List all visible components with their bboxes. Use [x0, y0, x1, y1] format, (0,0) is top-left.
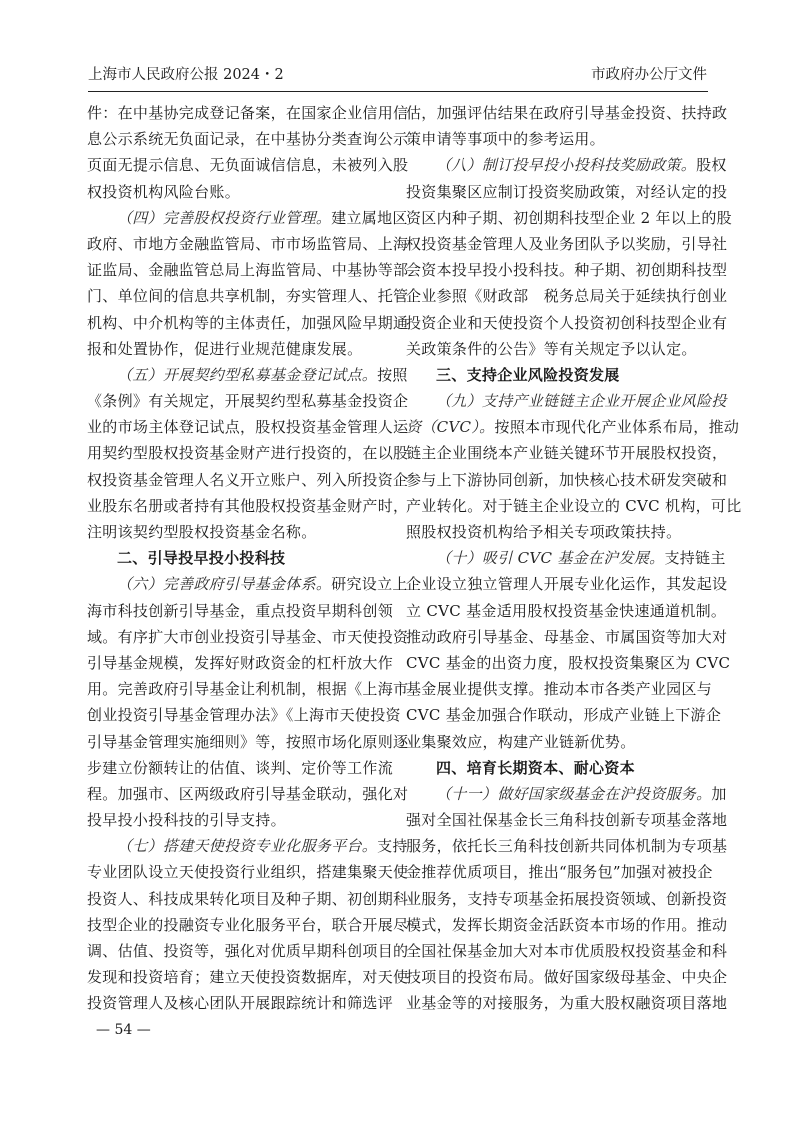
- line-text: 强对全国社保基金长三角科技创新专项基金落地: [406, 811, 728, 830]
- text-line: [87, 755, 394, 781]
- right-column: [406, 100, 742, 1017]
- clause-title: （八）制订投早投小投科技奖励政策。: [436, 156, 697, 175]
- text-line: [87, 100, 409, 126]
- line-text: 业服务，支持专项基金拓展投资领域、创新投资: [406, 889, 728, 908]
- line-text: 投资集聚区应制订投资奖励政策，对经认定的投: [406, 182, 728, 201]
- text-line: [87, 833, 408, 859]
- text-line: [406, 414, 740, 440]
- line-text: 企业参照《财政部 税务总局关于延续执行创业: [406, 287, 728, 306]
- text-line: [87, 571, 408, 597]
- line-text: 技项目的投资布局。做好国家级母基金、中央企: [406, 968, 728, 987]
- page-number: — 54 —: [96, 1022, 151, 1038]
- text-line: [406, 179, 728, 205]
- line-text: 资区内种子期、初创期科技型企业 2 年以上的股: [406, 208, 732, 227]
- line-text: 照股权投资机构给予相关专项政策扶持。: [406, 523, 682, 541]
- line-text: 金推荐优质项目，推出“服务包”加强对被投企: [406, 863, 713, 882]
- line-text: 业集聚效应，构建产业链新优势。: [406, 732, 636, 751]
- text-line: [87, 336, 389, 362]
- text-line: [87, 283, 409, 309]
- line-text: 研究设立上: [331, 575, 408, 594]
- text-line: [406, 624, 728, 650]
- clause-title: （九）支持产业链链主企业开展企业风险投: [436, 392, 727, 411]
- text-line: [406, 859, 713, 885]
- line-text: 策申请等事项中的参考运用。: [406, 130, 605, 149]
- line-text: 专业团队设立天使投资行业组织，搭建集聚天使: [87, 863, 409, 882]
- line-text: 息公示系统无负面记录，在中基协分类查询公示: [87, 130, 409, 149]
- clause-title: （七）搭建天使投资专业化服务平台。: [117, 837, 378, 856]
- text-line: [87, 519, 389, 545]
- line-text: 链主企业围绕本产业链关键环节开展股权投资，: [406, 444, 728, 463]
- line-text: 发现和投资培育；建立天使投资数据库，对天使: [87, 968, 409, 987]
- text-line: [87, 859, 409, 885]
- line-text: 页面无提示信息、无负面诚信信息，未被列入股: [87, 156, 409, 175]
- text-line: [87, 362, 408, 388]
- text-line: [406, 336, 708, 362]
- text-line: [406, 938, 728, 964]
- line-text: 推动政府引导基金、母基金、市属国资等加大对: [406, 627, 728, 646]
- line-text: 报和处置协作，促进行业规范健康发展。: [87, 339, 363, 358]
- line-text: 投资企业和天使投资个人投资初创科技型企业有: [406, 313, 728, 332]
- section-heading: [87, 545, 389, 571]
- section-title: 市政府办公厅文件: [591, 67, 707, 83]
- text-line: [406, 650, 731, 676]
- line-text: 技型企业的投融资专业化服务平台，联合开展尽: [87, 915, 409, 934]
- text-line: [87, 807, 389, 833]
- text-line: [87, 781, 409, 807]
- text-line: [87, 179, 389, 205]
- line-text: 权投资基金管理人及业务团队予以奖励，引导社: [406, 234, 728, 253]
- text-line: [406, 781, 727, 807]
- line-text: 机构、中介机构等的主体责任，加强风险早期通: [87, 313, 409, 332]
- clause-title: （四）完善股权投资行业管理。: [117, 208, 332, 227]
- line-text: 模式，发挥长期资金活跃资本市场的作用。推动: [406, 915, 728, 934]
- text-line: [406, 964, 728, 990]
- line-text: 引导基金规模，发挥好财政资金的杠杆放大作: [87, 653, 394, 672]
- line-text: 立 CVC 基金适用股权投资基金快速通道机制。: [406, 601, 727, 620]
- text-line: [87, 205, 408, 231]
- line-text: 关政策条件的公告》等有关规定予以认定。: [406, 339, 697, 358]
- line-text: 《条例》有关规定，开展契约型私募基金投资企: [87, 392, 409, 411]
- line-text: 业基金等的对接服务，为重大股权融资项目落地: [406, 994, 728, 1013]
- line-text: 参与上下游协同创新，加快核心技术研发突破和: [406, 470, 728, 489]
- line-text: 业股东名册或者持有其他股权投资基金财产时，: [87, 496, 409, 515]
- line-text: 按照本市现代化产业体系布局，推动: [494, 418, 740, 437]
- publication-title: 上海市人民政府公报 2024・2: [88, 67, 284, 83]
- line-text: 政府、市地方金融监管局、市市场监管局、上海: [87, 234, 409, 253]
- line-text: 估，加强评估结果在政府引导基金投资、扶持政: [406, 104, 728, 122]
- text-line: [406, 598, 727, 624]
- line-text: 全国社保基金加大对本市优质股权投资基金和科: [406, 942, 728, 960]
- text-line: [87, 676, 409, 702]
- left-column: [87, 100, 409, 1017]
- text-line: [87, 126, 409, 152]
- line-text: 注明该契约型股权投资基金名称。: [87, 523, 317, 541]
- line-text: 业的市场主体登记试点，股权投资基金管理人运: [87, 418, 409, 437]
- line-text: 引导基金管理实施细则》等，按照市场化原则逐: [87, 732, 409, 751]
- text-line: [406, 310, 728, 336]
- text-line: [87, 467, 409, 493]
- line-text: CVC 基金的出资力度，股权投资集聚区为 CVC: [406, 653, 731, 672]
- line-text: 证监局、金融监管总局上海监管局、中基协等部: [87, 261, 409, 280]
- line-text: 投早投小投科技的引导支持。: [87, 811, 286, 830]
- line-text: 用契约型股权投资基金财产进行投资的，在以股: [87, 444, 409, 463]
- text-line: [406, 886, 728, 912]
- text-line: [406, 702, 722, 728]
- line-text: 步建立份额转让的估值、谈判、定价等工作流: [87, 758, 394, 777]
- line-text: 三、支持企业风险投资发展: [436, 365, 620, 384]
- section-heading: [406, 755, 708, 781]
- text-line: [406, 205, 732, 231]
- text-line: [406, 833, 728, 859]
- text-line: [406, 676, 713, 702]
- line-text: 创业投资引导基金管理办法》《上海市天使投资: [87, 706, 401, 725]
- line-text: 企业设立独立管理人开展专业化运作，其发起设: [406, 575, 728, 594]
- text-line: [406, 493, 742, 519]
- text-line: [87, 598, 394, 624]
- text-line: [87, 624, 409, 650]
- line-text: 投资管理人及核心团队开展跟踪统计和筛选评: [87, 994, 394, 1013]
- text-line: [87, 964, 409, 990]
- text-line: [87, 231, 409, 257]
- line-text: 股权: [696, 156, 727, 175]
- text-line: [406, 990, 728, 1016]
- text-line: [87, 493, 409, 519]
- clause-title: （十一）做好国家级基金在沪投资服务。: [436, 784, 712, 803]
- text-line: [406, 231, 728, 257]
- text-line: [87, 388, 409, 414]
- line-text: 加: [711, 784, 727, 803]
- line-text: 投资人、科技成果转化项目及种子期、初创期科: [87, 889, 409, 908]
- text-line: [406, 519, 708, 545]
- clause-title: （六）完善政府引导基金体系。: [117, 575, 332, 594]
- text-line: [406, 545, 726, 571]
- line-text: 按照: [377, 365, 408, 384]
- text-line: [87, 702, 401, 728]
- line-text: 门、单位间的信息共享机制，夯实管理人、托管: [87, 287, 409, 306]
- line-text: 调、估值、投资等，强化对优质早期科创项目的: [87, 942, 409, 960]
- text-line: [87, 310, 409, 336]
- text-line: [406, 729, 708, 755]
- line-text: 建立属地区: [331, 208, 408, 227]
- line-text: 基金展业提供支撑。推动本市各类产业园区与: [406, 680, 713, 699]
- line-text: 支持链主: [664, 549, 726, 568]
- line-text: 四、培育长期资本、耐心资本: [436, 758, 635, 777]
- text-line: [406, 283, 728, 309]
- clause-title: （五）开展契约型私募基金登记试点。: [117, 365, 378, 384]
- text-line: [87, 912, 409, 938]
- line-text: 用。完善政府引导基金让利机制，根据《上海市: [87, 680, 409, 699]
- text-line: [87, 938, 409, 964]
- line-text: 会资本投早投小投科技。种子期、初创期科技型: [406, 261, 728, 280]
- line-text: 域。有序扩大市创业投资引导基金、市天使投资: [87, 627, 409, 646]
- text-line: [406, 257, 728, 283]
- line-text: CVC 基金加强合作联动，形成产业链上下游企: [406, 706, 722, 725]
- line-text: 二、引导投早投小投科技: [117, 549, 286, 568]
- text-line: [87, 990, 394, 1016]
- line-text: 程。加强市、区两级政府引导基金联动，强化对: [87, 784, 409, 803]
- text-line: [406, 467, 728, 493]
- section-heading: [406, 362, 708, 388]
- line-text: 海市科技创新引导基金，重点投资早期科创领: [87, 601, 394, 620]
- text-line: [87, 257, 409, 283]
- text-line: [406, 571, 728, 597]
- text-line: [87, 886, 409, 912]
- text-line: [87, 414, 409, 440]
- text-line: [406, 807, 728, 833]
- line-text: 服务，依托长三角科技创新共同体机制为专项基: [406, 837, 728, 856]
- text-line: [87, 440, 409, 466]
- text-line: [406, 912, 728, 938]
- line-text: 权投资基金管理人名义开立账户、列入所投资企: [87, 470, 409, 489]
- header-divider: [88, 91, 708, 92]
- text-line: [87, 152, 409, 178]
- line-text: 支持: [377, 837, 408, 856]
- clause-title: （十）吸引 CVC 基金在沪发展。: [436, 549, 665, 568]
- text-line: [406, 152, 727, 178]
- clause-title: 资（CVC）。: [406, 418, 495, 437]
- line-text: 件：在中基协完成登记备案，在国家企业信用信: [87, 104, 409, 122]
- line-text: 权投资机构风险台账。: [87, 182, 241, 201]
- text-line: [87, 729, 409, 755]
- text-line: [406, 126, 708, 152]
- text-line: [406, 388, 727, 414]
- text-line: [87, 650, 394, 676]
- text-line: [406, 100, 728, 126]
- line-text: 产业转化。对于链主企业设立的 CVC 机构，可比: [406, 496, 742, 515]
- text-line: [406, 440, 728, 466]
